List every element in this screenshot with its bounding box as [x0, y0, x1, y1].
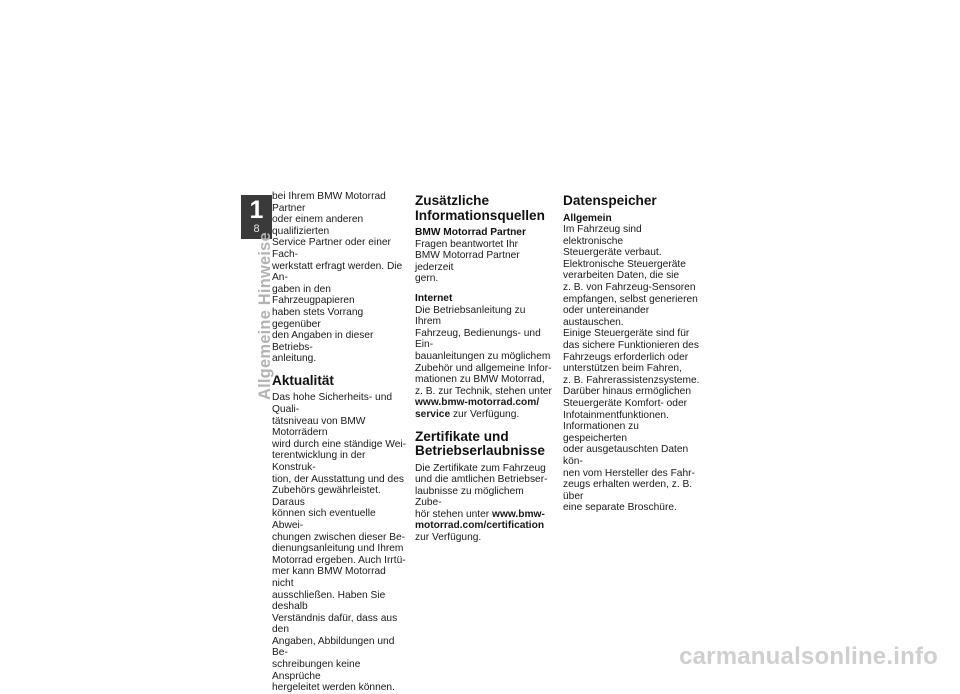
column-2	[415, 194, 553, 544]
internet-suffix: zur Verfügung.	[450, 408, 520, 420]
internet-link[interactable]: www.bmw-motorrad.com/ service	[415, 397, 540, 420]
allgemein-paragraph: Im Fahrzeug sind elektronische Steuergeräte verbaut. Elektronische Steuergeräte verarbeiten Daten, die sie z. B. von Fahrzeug-Sensoren empfangen, selbst generieren oder untereinander austauschen. Einige Steuergeräte sind für das sichere Funktionieren des Fahrzeugs erforderlich oder unterstützen beim Fahren, z. B. Fahrerassistenzsysteme. Darüber hinaus ermöglichen Steuergeräte Komfort- oder Infotainmentfunktionen. Informationen zu gespeicherten oder ausgetauschten Daten kön- nen vom Hersteller des Fahr- zeugs erhalten werden, z. B. über eine separate Broschüre.	[563, 224, 700, 514]
allgemein-heading: Allgemein	[563, 212, 612, 224]
intro-paragraph: bei Ihrem BMW Motorrad Partner oder einem anderen qualifizierten Service Partner oder einer Fach- werkstatt erfragt werden. Die An- gaben in den Fahrzeugpapieren haben stets Vorrang gegenüber den Angaben in dieser Betriebs- anleitung.	[272, 191, 403, 365]
certification-link[interactable]: www.bmw- motorrad.com/certification	[415, 508, 545, 532]
internet-text: Die Betriebsanleitung zu Ihrem Fahrzeug, Bedienungs- und Ein- bauanleitungen zu möglichem Zubehör und allgemeine Infor- mationen zu BMW Motorrad, z. B. zur Technik, stehen unter	[415, 304, 552, 397]
chapter-side-title: Allgemeine Hinweise	[256, 232, 274, 400]
partner-heading: BMW Motorrad Partner	[415, 227, 526, 238]
partner-paragraph: Fragen beantwortet Ihr BMW Motorrad Partner jederzeit gern.	[415, 238, 520, 285]
column-1	[272, 191, 408, 694]
aktualitaet-paragraph: Das hohe Sicherheits- und Quali- tätsniveau von BMW Motorrädern wird durch eine ständige Wei- terentwicklung in der Konstruk- tion, der Ausstattung und des Zubehörs gewährleistet. Daraus können sich eventuelle Abwei- chungen zwischen dieser Be- dienungsanleitung und Ihrem Motorrad ergeben. Auch Irrtü- mer kann BMW Motorrad nicht ausschließen. Haben Sie deshalb Verständnis dafür, dass aus den Angaben, Abbildungen und Be- schreibungen keine Ansprüche hergeleitet werden können.	[272, 392, 407, 694]
column-3	[563, 194, 703, 514]
zertifikate-suffix: zur Verfügung.	[415, 532, 482, 544]
internet-heading: Internet	[415, 292, 453, 304]
watermark: carmanualsonline.info	[679, 643, 938, 670]
zusatz-heading: Zusätzliche Informationsquellen	[415, 193, 545, 223]
zertifikate-heading: Zertifikate und Betriebserlaubnisse	[415, 428, 545, 458]
page-number: 8	[253, 223, 260, 235]
datenspeicher-heading: Datenspeicher	[563, 193, 657, 208]
chapter-number: 1	[249, 196, 264, 224]
zertifikate-text: Die Zertifikate zum Fahrzeug und die amtlichen Betriebser- laubnisse zu möglichem Zube- hör stehen unter	[415, 462, 548, 520]
internet-paragraph	[415, 305, 553, 421]
aktualitaet-heading: Aktualität	[272, 372, 334, 388]
zertifikate-paragraph	[415, 463, 553, 544]
